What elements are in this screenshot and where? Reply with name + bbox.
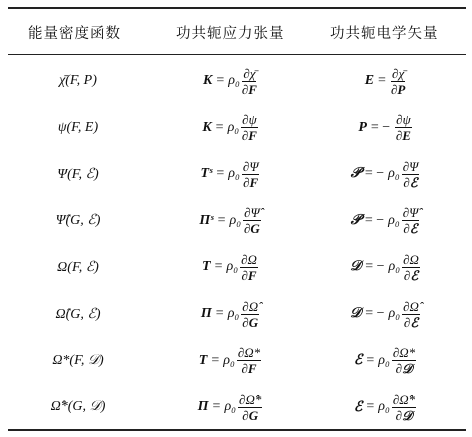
stress-fraction (242, 159, 260, 190)
vector-numerator: ∂Ψ (402, 158, 419, 174)
stress-lhs: K (202, 119, 212, 135)
vector-cell (310, 338, 460, 384)
stress-fraction (242, 66, 257, 97)
stress-fraction (241, 112, 258, 143)
energy-density-cell (18, 105, 138, 151)
vector-denominator: ∂P (390, 81, 406, 97)
vector-numerator: ∂Ω (403, 251, 419, 267)
vector-lhs: 𝒫 (350, 166, 361, 182)
vector-fraction (395, 112, 412, 143)
stress-denominator: ∂G (243, 221, 260, 237)
table-row (0, 58, 472, 104)
vector-coefficient: ρ₀ (388, 259, 401, 275)
vector-cell (310, 291, 460, 337)
stress-cell (150, 58, 310, 104)
stress-equation (201, 299, 259, 330)
vector-operator: = (366, 399, 375, 415)
energy-density-function: Ω(F, ℰ) (57, 259, 99, 275)
stress-cell (150, 244, 310, 290)
stress-fraction (238, 392, 262, 423)
vector-denominator: ∂ℰ (403, 267, 419, 283)
stress-operator: = (215, 119, 224, 135)
stress-equation (203, 66, 257, 97)
stress-numerator: ∂Ω (241, 251, 257, 267)
table-row (0, 338, 472, 384)
vector-operator: = − (365, 306, 385, 321)
vector-denominator: ∂𝒟 (395, 361, 413, 377)
energy-density-function: Ψ̂(G, ℰ) (55, 213, 101, 229)
vector-numerator: ∂Ω̂* (392, 391, 416, 407)
stress-coefficient: ρ₀ (227, 119, 240, 135)
vector-coefficient: ρ₀ (378, 399, 390, 415)
stress-equation (199, 345, 261, 376)
stress-denominator: ∂F (241, 267, 257, 283)
vector-numerator: ∂Ψ̂ (402, 205, 419, 221)
stress-numerator: ∂χ̄ (243, 65, 256, 81)
vector-fraction (402, 299, 420, 330)
stress-coefficient: ρ₀ (229, 212, 242, 228)
table-bottom-rule (8, 429, 466, 431)
vector-cell (310, 105, 460, 151)
energy-density-cell (18, 244, 138, 290)
vector-coefficient: ρ₀ (388, 212, 400, 228)
vector-fraction (392, 392, 416, 423)
stress-lhs: Πˢ (199, 212, 214, 228)
header-energy-density: 能量密度函数 (28, 26, 121, 42)
table-row (0, 105, 472, 151)
vector-lhs: E (364, 73, 375, 88)
stress-fraction (243, 205, 261, 236)
vector-operator: = − (364, 166, 385, 182)
stress-denominator: ∂F (241, 361, 257, 377)
vector-equation (351, 159, 420, 190)
energy-density-cell (18, 58, 138, 104)
energy-density-cell (18, 198, 138, 244)
stress-denominator: ∂F (241, 81, 257, 97)
vector-cell (310, 151, 460, 197)
energy-density-function: Ψ(F, ℰ) (57, 166, 99, 182)
vector-denominator: ∂𝒟 (395, 407, 413, 423)
vector-equation (354, 392, 416, 423)
stress-operator: = (211, 352, 220, 368)
vector-fraction (402, 252, 420, 283)
stress-equation (202, 112, 257, 143)
vector-numerator: ∂χ̄ (392, 65, 405, 81)
stress-numerator: ∂Ω̂ (242, 298, 259, 314)
stress-numerator: ∂Ω̂* (239, 391, 262, 407)
vector-cell (310, 198, 460, 244)
vector-lhs: ℰ (353, 399, 363, 415)
stress-coefficient: ρ₀ (223, 352, 235, 368)
stress-cell (150, 384, 310, 430)
stress-lhs: Π (200, 306, 212, 321)
vector-coefficient: ρ₀ (388, 166, 400, 182)
stress-operator: = (212, 399, 221, 415)
vector-coefficient: ρ₀ (378, 352, 390, 368)
stress-cell (150, 338, 310, 384)
stress-denominator: ∂G (242, 314, 259, 330)
stress-numerator: ∂Ψ (242, 158, 259, 174)
stress-operator: = (217, 212, 226, 228)
vector-equation (358, 112, 411, 143)
vector-operator: = − (370, 119, 391, 135)
table-top-rule (8, 7, 466, 9)
vector-denominator: ∂ℰ (403, 314, 419, 330)
vector-cell (310, 244, 460, 290)
vector-denominator: ∂ℰ (403, 174, 418, 190)
table-row (0, 384, 472, 430)
energy-density-function: Ω̂(G, ℰ) (55, 306, 101, 322)
stress-equation (199, 205, 260, 236)
vector-operator: = (366, 352, 375, 368)
vector-lhs: ℰ (353, 353, 363, 369)
stress-equation (201, 159, 260, 190)
stress-cell (150, 151, 310, 197)
vector-denominator: ∂ℰ (403, 221, 418, 237)
vector-cell (310, 58, 460, 104)
vector-lhs: P (358, 119, 367, 135)
stress-cell (150, 105, 310, 151)
table-header-rule (8, 54, 466, 55)
stress-denominator: ∂F (243, 174, 259, 190)
stress-denominator: ∂F (241, 128, 257, 144)
stress-lhs: T (198, 352, 208, 368)
vector-lhs: 𝒟 (350, 306, 362, 321)
vector-fraction (402, 205, 420, 236)
vector-equation (351, 205, 420, 236)
table-row (0, 291, 472, 337)
vector-equation (365, 66, 406, 97)
stress-coefficient: ρ₀ (228, 73, 240, 88)
stress-equation (198, 392, 263, 423)
stress-operator: = (216, 73, 225, 88)
vector-numerator: ∂Ω̂ (403, 298, 419, 314)
stress-lhs: Π (197, 399, 209, 415)
stress-numerator: ∂ψ (242, 112, 257, 128)
stress-lhs: T (202, 259, 211, 275)
vector-numerator: ∂Ω* (392, 345, 416, 361)
vector-operator: = (378, 73, 386, 88)
stress-coefficient: ρ₀ (227, 306, 240, 321)
energy-density-function: Ω̂*(G, 𝒟) (50, 399, 106, 415)
energy-density-cell (18, 384, 138, 430)
vector-equation (350, 252, 420, 283)
stress-fraction (241, 299, 259, 330)
stress-cell (150, 291, 310, 337)
stress-operator: = (216, 166, 225, 182)
stress-equation (202, 252, 258, 283)
energy-density-cell (18, 338, 138, 384)
vector-lhs: 𝒫 (350, 212, 361, 228)
stress-operator: = (214, 259, 223, 275)
table-row (0, 198, 472, 244)
energy-density-function: Ω*(F, 𝒟) (52, 352, 104, 368)
vector-fraction (392, 345, 416, 376)
vector-lhs: 𝒟 (350, 259, 362, 275)
vector-coefficient: ρ₀ (388, 306, 401, 321)
vector-equation (350, 299, 420, 330)
stress-denominator: ∂G (242, 407, 259, 423)
vector-cell (310, 384, 460, 430)
stress-lhs: K (203, 73, 213, 88)
stress-coefficient: ρ₀ (226, 259, 239, 275)
stress-fraction (237, 345, 261, 376)
vector-numerator: ∂ψ (396, 112, 411, 128)
table-row (0, 244, 472, 290)
stress-fraction (240, 252, 258, 283)
header-stress-tensor: 功共轭应力张量 (176, 26, 285, 42)
stress-operator: = (215, 306, 224, 321)
vector-denominator: ∂E (395, 128, 411, 144)
stress-numerator: ∂Ψ̂ (244, 205, 260, 221)
stress-numerator: ∂Ω* (237, 345, 261, 361)
vector-operator: = − (364, 212, 385, 228)
vector-equation (354, 345, 416, 376)
table-row (0, 151, 472, 197)
stress-cell (150, 198, 310, 244)
stress-coefficient: ρ₀ (228, 166, 240, 182)
energy-density-function: ψ(F, E) (57, 119, 99, 135)
energy-density-cell (18, 151, 138, 197)
stress-lhs: Tˢ (200, 166, 213, 182)
energy-density-function: χ̄(F, P) (59, 73, 97, 88)
vector-fraction (402, 159, 420, 190)
vector-operator: = − (365, 259, 385, 275)
header-electric-vector: 功共轭电学矢量 (330, 26, 439, 42)
energy-density-cell (18, 291, 138, 337)
stress-coefficient: ρ₀ (224, 399, 237, 415)
vector-fraction (391, 66, 405, 97)
